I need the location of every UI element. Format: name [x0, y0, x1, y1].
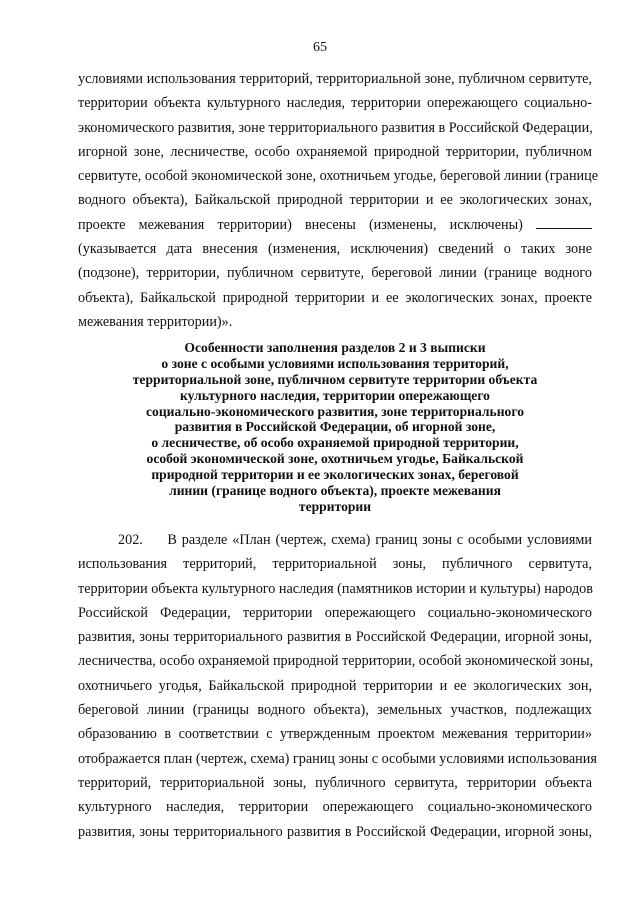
section-heading [108, 340, 562, 515]
paragraph-202 [78, 528, 597, 844]
text-line: игорной зоне, лесничестве, особо охраняемой природной территории, публичном [78, 143, 592, 160]
text-line: условиями использования территорий, территориальной зоне, публичном сервитуте, [78, 71, 592, 87]
text-line: береговой линии (границы водного объекта), земельных участков, подлежащих [78, 702, 592, 719]
top-paragraph [78, 67, 599, 334]
text-line: 202. В разделе «План (чертеж, схема) границ зоны с особыми условиями [118, 532, 592, 548]
text-line: территории объекта культурного наследия (памятников истории и культуры) народов [78, 580, 593, 597]
text-line: проекте межевания территории) внесены (изменены, исключены) [78, 216, 523, 233]
text-line: охотничьего угодья, Байкальской природной территории и ее экологических зон, [78, 677, 592, 694]
text-line: культурного наследия, территории опережающего социально-экономического [78, 799, 592, 816]
text-line: развития, зоны территориального развития в Российской Федерации, игорной зоны, [78, 823, 592, 840]
heading-line: развития в Российской Федерации, об игорной зоне, [174, 419, 496, 435]
text-line: (подзоне), территории, публичном сервитуте, береговой линии (границе водного [78, 265, 592, 282]
heading-line: социально-экономического развития, зоне территориального [146, 403, 524, 419]
text-line: сервитуте, особой экономической зоне, охотничьем угодье, береговой линии (границе [78, 168, 599, 185]
text-line: образованию в соответствии с утвержденным проектом межевания территории» [78, 726, 592, 743]
heading-line: особой экономической зоне, охотничьем угодье, Байкальской [146, 451, 524, 467]
text-line: межевания территории)». [78, 313, 233, 330]
blank-date-field [536, 216, 592, 229]
heading-line: территории [298, 498, 372, 514]
heading-line: о лесничестве, об особо охраняемой природной территории, [151, 435, 519, 451]
page-number: 65 [313, 40, 327, 55]
text-line: объекта), Байкальской природной территории и ее экологических зонах, проекте [78, 289, 592, 306]
text-line: развития, зоны территориального развития в Российской Федерации, игорной зоны, [78, 629, 592, 646]
text-line: использования территорий, территориальной зоны, публичного сервитута, [78, 556, 592, 573]
text-line: территорий, территориальной зоны, публичного сервитута, территории объекта [78, 774, 592, 791]
text-line: водного объекта), Байкальской природной территории и ее экологических зонах, [78, 192, 592, 209]
heading-line: территориальной зоне, публичном сервитуте территории объекта [132, 371, 538, 387]
text-line: отображается план (чертеж, схема) границ зоны с особыми условиями использования [78, 750, 597, 767]
text-line: (указывается дата внесения (изменения, исключения) сведений о таких зоне [78, 241, 592, 258]
heading-line: о зоне с особыми условиями использования территорий, [161, 355, 509, 371]
heading-line: линии (границе водного объекта), проекте межевания [169, 483, 501, 499]
text-line-with-blank [78, 213, 592, 237]
text-line: лесничества, особо охраняемой природной территории, особой экономической зоны, [78, 653, 594, 670]
text-line: территории объекта культурного наследия, территории опережающего социально- [78, 95, 592, 112]
heading-line: культурного наследия, территории опережающего [180, 387, 490, 403]
heading-line: Особенности заполнения разделов 2 и 3 выписки [184, 340, 486, 355]
heading-line: природной территории и ее экологических зонах, береговой [151, 467, 519, 483]
text-line: экономического развития, зоне территориального развития в Российской Федерации, [78, 119, 593, 136]
text-line: Российской Федерации, территории опережающего социально-экономического [78, 604, 592, 621]
